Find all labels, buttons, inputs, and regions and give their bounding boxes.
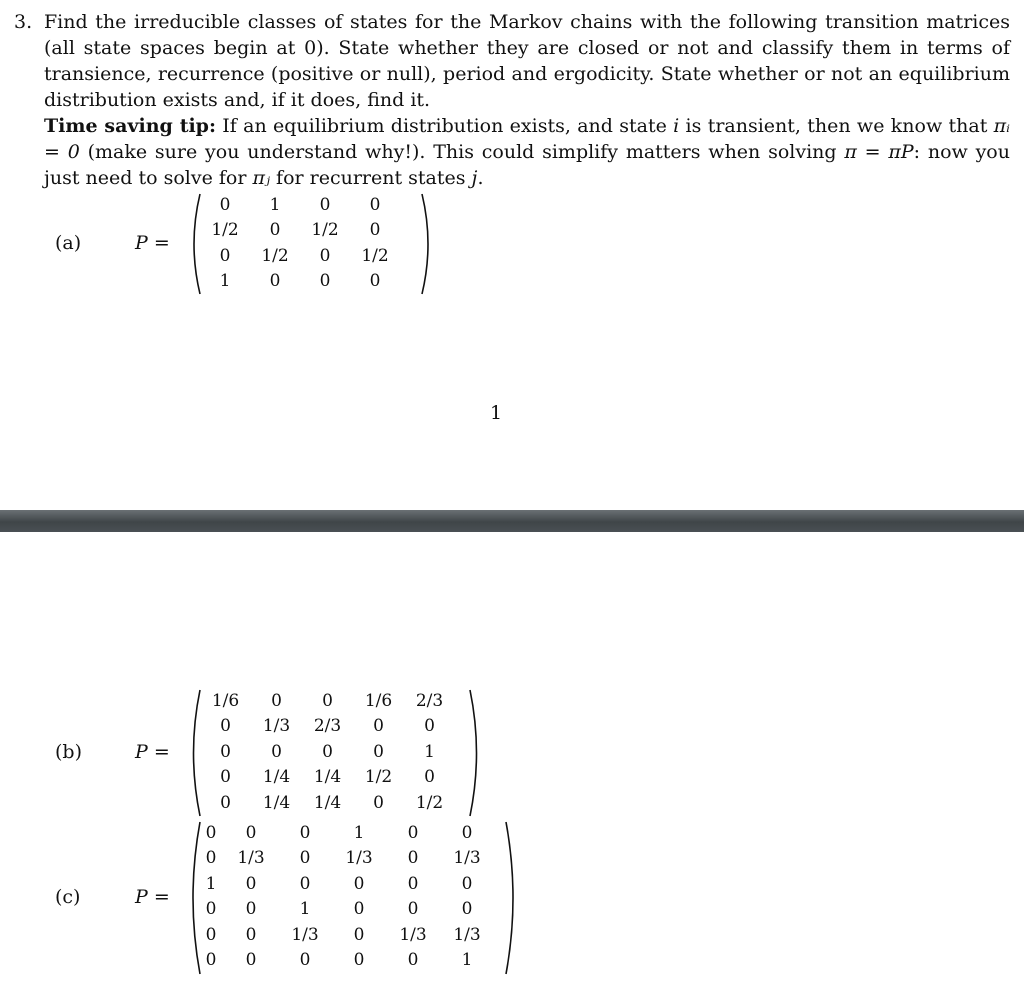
- matrix-cell: 0: [220, 741, 231, 762]
- matrix-cell: 0: [245, 873, 257, 894]
- matrix-cell: 1/2: [261, 245, 289, 266]
- tip-var-j: j: [471, 167, 478, 189]
- matrix-cell: 1: [219, 271, 231, 292]
- tip-text: .: [477, 167, 484, 189]
- page-bottom: [0, 532, 1024, 983]
- problem-number: 3.: [14, 11, 33, 33]
- matrix-cell: 0: [269, 271, 281, 292]
- matrix-cell: 1/4: [262, 792, 291, 813]
- matrix-cell: 0: [245, 899, 257, 920]
- matrix-cell: 1/3: [291, 924, 319, 945]
- matrix-row: [200, 269, 400, 295]
- matrix-cell: 0: [319, 194, 331, 215]
- page-divider: [0, 510, 1024, 532]
- matrix-a: [186, 192, 436, 296]
- tip-text: for recurrent states: [270, 167, 472, 189]
- matrix-cell: 0: [373, 792, 384, 813]
- matrix-cell: 0: [407, 950, 419, 971]
- matrix-cell: 1: [269, 194, 281, 215]
- equals-sign: =: [153, 886, 170, 908]
- p-symbol: P: [135, 886, 148, 908]
- matrix-cell: 0: [205, 924, 217, 945]
- matrix-cell: 1: [461, 950, 473, 971]
- matrix-cell: 0: [322, 690, 333, 711]
- matrix-row: [200, 714, 455, 740]
- matrix-cell: 1/3: [399, 924, 427, 945]
- problem-3: [14, 9, 1010, 191]
- matrix-cell: 0: [205, 848, 217, 869]
- matrix-cell: 0: [220, 792, 231, 813]
- matrix-cell: 0: [369, 194, 381, 215]
- tip-text: : now you just need to solve for: [44, 141, 1010, 189]
- matrix-row: [200, 688, 455, 714]
- part-b-label: (b): [55, 741, 82, 763]
- matrix-cell: 0: [299, 848, 311, 869]
- matrix-cell: 1/3: [262, 716, 291, 737]
- matrix-row: [200, 192, 400, 218]
- tip-text: (make sure you understand why!). This could simplify matters when solving: [79, 141, 845, 163]
- matrix-row: [200, 218, 400, 244]
- tip-pi-j: πⱼ: [252, 167, 270, 189]
- tip-equation: π = πP: [844, 141, 914, 163]
- matrix-cell: 0: [220, 716, 231, 737]
- equals-sign: =: [153, 232, 170, 254]
- right-paren-icon: [420, 192, 436, 296]
- right-paren-icon: [468, 688, 484, 818]
- matrix-row: [200, 243, 400, 269]
- matrix-cell: 1/6: [364, 690, 393, 711]
- matrix-cell: 0: [353, 950, 365, 971]
- tip-var-i: i: [673, 115, 680, 137]
- p-symbol: P: [135, 232, 148, 254]
- matrix-cell: 0: [269, 220, 281, 241]
- part-a-p-equals: [135, 232, 170, 254]
- matrix-cell: 0: [407, 899, 419, 920]
- matrix-row: [200, 790, 455, 816]
- matrix-cell: 0: [299, 950, 311, 971]
- matrix-cell: 0: [407, 848, 419, 869]
- matrix-row: [200, 739, 455, 765]
- matrix-cell: 1: [424, 741, 435, 762]
- matrix-cell: 1/2: [415, 792, 444, 813]
- matrix-cell: 0: [353, 924, 365, 945]
- matrix-cell: 0: [245, 924, 257, 945]
- matrix-cell: 0: [353, 899, 365, 920]
- matrix-cell: 0: [299, 822, 311, 843]
- matrix-cell: 1/4: [262, 767, 291, 788]
- part-c-p-equals: [135, 886, 170, 908]
- matrix-cell: 0: [271, 741, 282, 762]
- matrix-row: [198, 846, 494, 872]
- matrix-cell: 0: [369, 271, 381, 292]
- matrix-cell: 0: [353, 873, 365, 894]
- time-saving-tip: [44, 113, 1010, 191]
- matrix-cell: 0: [219, 245, 231, 266]
- page-number: 1: [490, 402, 503, 424]
- matrix-cell: 0: [245, 950, 257, 971]
- matrix-b: [186, 688, 484, 818]
- matrix-cell: 0: [461, 822, 473, 843]
- matrix-cell: 0: [319, 271, 331, 292]
- matrix-row: [198, 820, 494, 846]
- matrix-cell: 0: [424, 767, 435, 788]
- matrix-cell: 1/4: [313, 792, 342, 813]
- matrix-cell: 1/2: [361, 245, 389, 266]
- part-b-p-equals: [135, 741, 170, 763]
- matrix-cell: 0: [407, 873, 419, 894]
- matrix-cell: 1: [353, 822, 365, 843]
- right-paren-icon: [504, 820, 520, 976]
- matrix-row: [198, 871, 494, 897]
- matrix-cell: 1/2: [364, 767, 393, 788]
- matrix-cell: 1/4: [313, 767, 342, 788]
- matrix-cell: 0: [424, 716, 435, 737]
- matrix-cell: 1/2: [311, 220, 339, 241]
- matrix-cell: 0: [220, 767, 231, 788]
- tip-pi-i: πᵢ = 0: [44, 115, 1010, 163]
- matrix-cell: 0: [322, 741, 333, 762]
- matrix-cell: 0: [245, 822, 257, 843]
- equals-sign: =: [153, 741, 170, 763]
- matrix-cell: 0: [205, 899, 217, 920]
- matrix-cell: 0: [319, 245, 331, 266]
- matrix-cell: 0: [373, 716, 384, 737]
- matrix-cell: 1/3: [453, 848, 481, 869]
- matrix-cell: 0: [461, 899, 473, 920]
- matrix-cell: 2/3: [313, 716, 342, 737]
- matrix-cell: 1/3: [237, 848, 265, 869]
- matrix-c: [186, 820, 520, 976]
- problem-intro: Find the irreducible classes of states for the Markov chains with the following transition matrices (all state spaces begin at 0). State whether they are closed or not and classify them in terms of transience, recurrence (positive or null), period and ergodicity. State whether or not an equilibrium distribution exists and, if it does, find it.: [44, 11, 1010, 111]
- matrix-cell: 1/2: [211, 220, 239, 241]
- matrix-cell: 0: [205, 950, 217, 971]
- matrix-cell: 1/3: [453, 924, 481, 945]
- tip-text: is transient, then we know that: [679, 115, 994, 137]
- matrix-cell: 0: [373, 741, 384, 762]
- part-c-label: (c): [55, 886, 81, 908]
- matrix-cell: 0: [219, 194, 231, 215]
- matrix-cell: 2/3: [415, 690, 444, 711]
- matrix-cell: 0: [205, 822, 217, 843]
- matrix-row: [200, 765, 455, 791]
- matrix-cell: 1/6: [211, 690, 240, 711]
- matrix-cell: 1: [299, 899, 311, 920]
- matrix-cell: 0: [461, 873, 473, 894]
- tip-label: Time saving tip:: [44, 115, 216, 137]
- matrix-cell: 0: [271, 690, 282, 711]
- matrix-cell: 1: [205, 873, 217, 894]
- matrix-row: [198, 897, 494, 923]
- matrix-cell: 1/3: [345, 848, 373, 869]
- matrix-cell: 0: [369, 220, 381, 241]
- p-symbol: P: [135, 741, 148, 763]
- tip-text: If an equilibrium distribution exists, and state: [215, 115, 674, 137]
- part-a-label: (a): [55, 232, 82, 254]
- matrix-row: [198, 948, 494, 974]
- matrix-cell: 0: [407, 822, 419, 843]
- matrix-row: [198, 922, 494, 948]
- matrix-cell: 0: [299, 873, 311, 894]
